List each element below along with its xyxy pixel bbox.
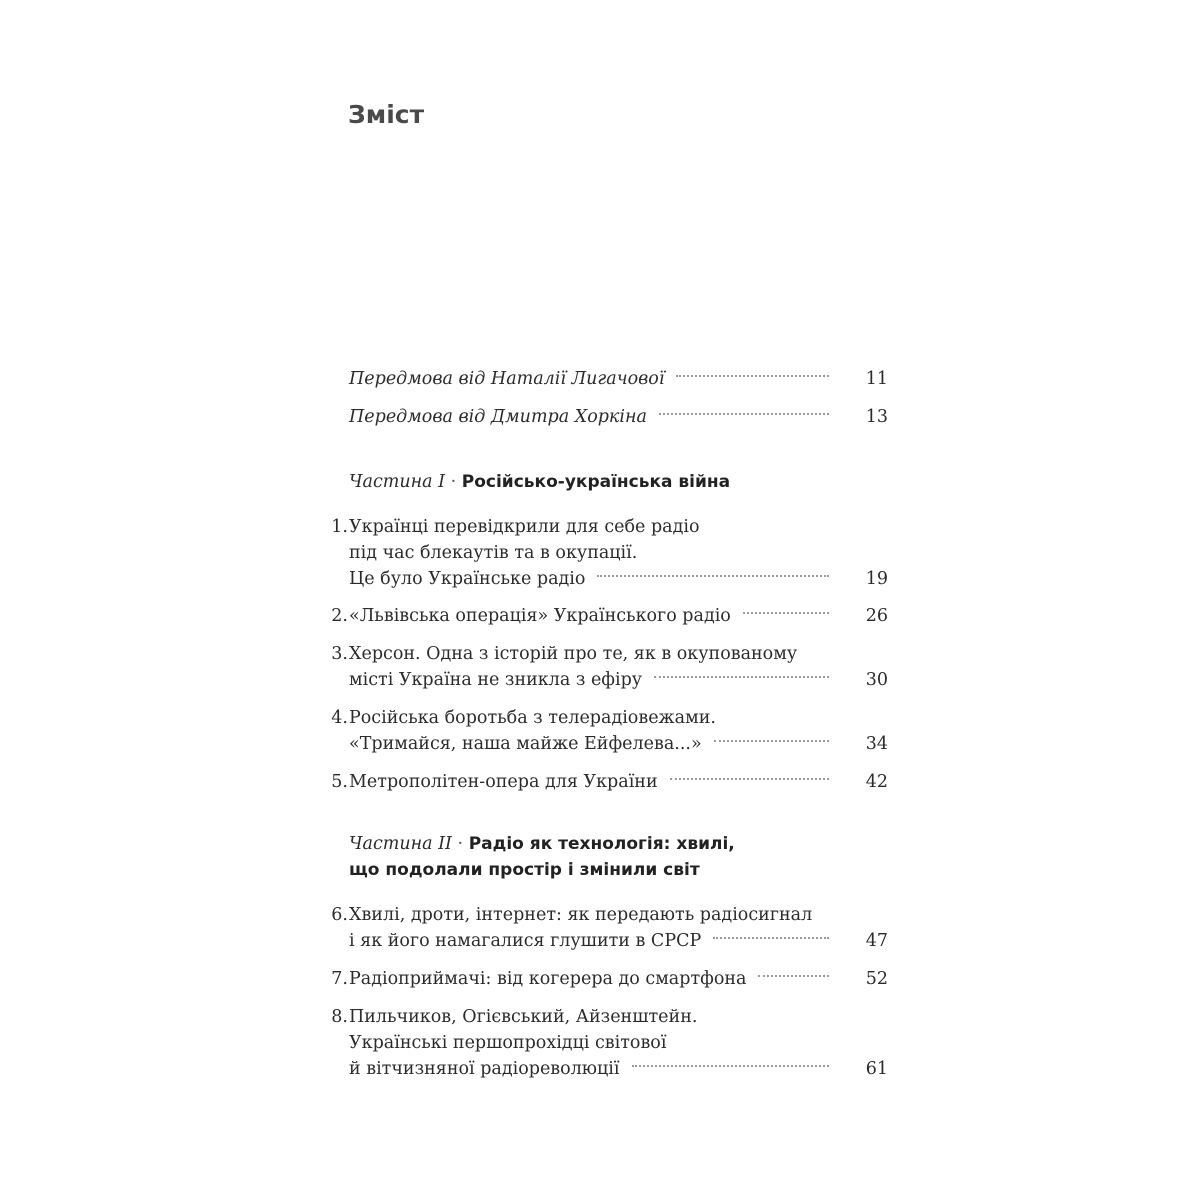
chapter-entry-1[interactable] [316,514,888,592]
page-number: 52 [865,969,888,989]
chapter-number: 3. [331,644,348,664]
foreword-title: Передмова від Дмитра Хоркіна [349,407,647,427]
leader-dots [654,676,829,678]
chapter-title-line: Пильчиков, Огієвський, Айзенштейн. [349,1007,698,1027]
chapter-number: 2. [331,606,348,626]
chapter-entry-6[interactable] [316,902,888,954]
page-number: 42 [865,772,888,792]
leader-dots [713,937,829,939]
leader-dots [676,375,829,377]
part-separator: · [451,834,469,854]
page-number: 26 [865,606,888,626]
page-number: 30 [865,670,888,690]
chapter-number: 6. [331,905,348,925]
chapter-number: 1. [331,517,348,537]
chapter-title-line: місті Україна не зникла з ефіру [349,670,643,690]
part-label: Частина II [349,834,452,854]
chapter-title-line: Херсон. Одна з історій про те, як в окупованому [349,644,798,664]
chapter-number: 8. [331,1007,348,1027]
leader-dots [597,575,829,577]
chapter-number: 5. [331,772,348,792]
chapter-number: 4. [331,708,348,728]
part-title-line-2: що подолали простір і змінили світ [349,860,700,880]
chapter-title-line: Українці перевідкрили для себе радіо [349,517,700,537]
leader-dots [670,778,829,780]
leader-dots [714,740,829,742]
chapter-entry-8[interactable] [316,1004,888,1082]
foreword-title: Передмова від Наталії Лигачової [349,369,665,389]
part-title: Російсько-українська війна [461,472,731,492]
chapter-entry-2[interactable] [316,603,888,629]
foreword-entry-2[interactable] [316,404,888,430]
chapter-title-line: Радіоприймачі: від когерера до смартфона [349,969,747,989]
chapter-title-line: під час блекаутів та в окупації. [349,543,638,563]
page-number: 34 [865,734,888,754]
foreword-entry-1[interactable] [316,366,888,392]
part-heading-1 [349,469,869,495]
chapter-entry-3[interactable] [316,641,888,693]
chapter-title-line: Хвилі, дроти, інтернет: як передають радіосигнал [349,905,813,925]
part-title: Радіо як технологія: хвилі, [468,834,735,854]
chapter-number: 7. [331,969,348,989]
chapter-entry-5[interactable] [316,769,888,795]
chapter-title-line: Українські першопрохідці світової [349,1033,667,1053]
page-number: 19 [865,569,888,589]
part-heading-2 [349,831,869,883]
leader-dots [743,612,829,614]
leader-dots [659,413,829,415]
chapter-title-line: і як його намагалися глушити в СРСР [349,931,702,951]
leader-dots [758,975,829,977]
chapter-entry-4[interactable] [316,705,888,757]
page-title: Зміст [348,100,425,129]
chapter-title-line: Це було Українське радіо [349,569,586,589]
part-label: Частина I [349,472,446,492]
chapter-title-line: Російська боротьба з телерадіовежами. [349,708,716,728]
page-number: 61 [865,1059,888,1079]
part-separator: · [445,472,462,492]
page-number: 13 [865,407,888,427]
page-number: 47 [865,931,888,951]
page-number: 11 [865,369,888,389]
chapter-title-line: й вітчизняної радіореволюції [349,1059,620,1079]
leader-dots [632,1065,830,1067]
chapter-title-line: Метрополітен-опера для України [349,772,658,792]
chapter-title-line: «Тримайся, наша майже Ейфелева...» [349,734,702,754]
chapter-entry-7[interactable] [316,966,888,992]
chapter-title-line: «Львівська операція» Українського радіо [349,606,731,626]
